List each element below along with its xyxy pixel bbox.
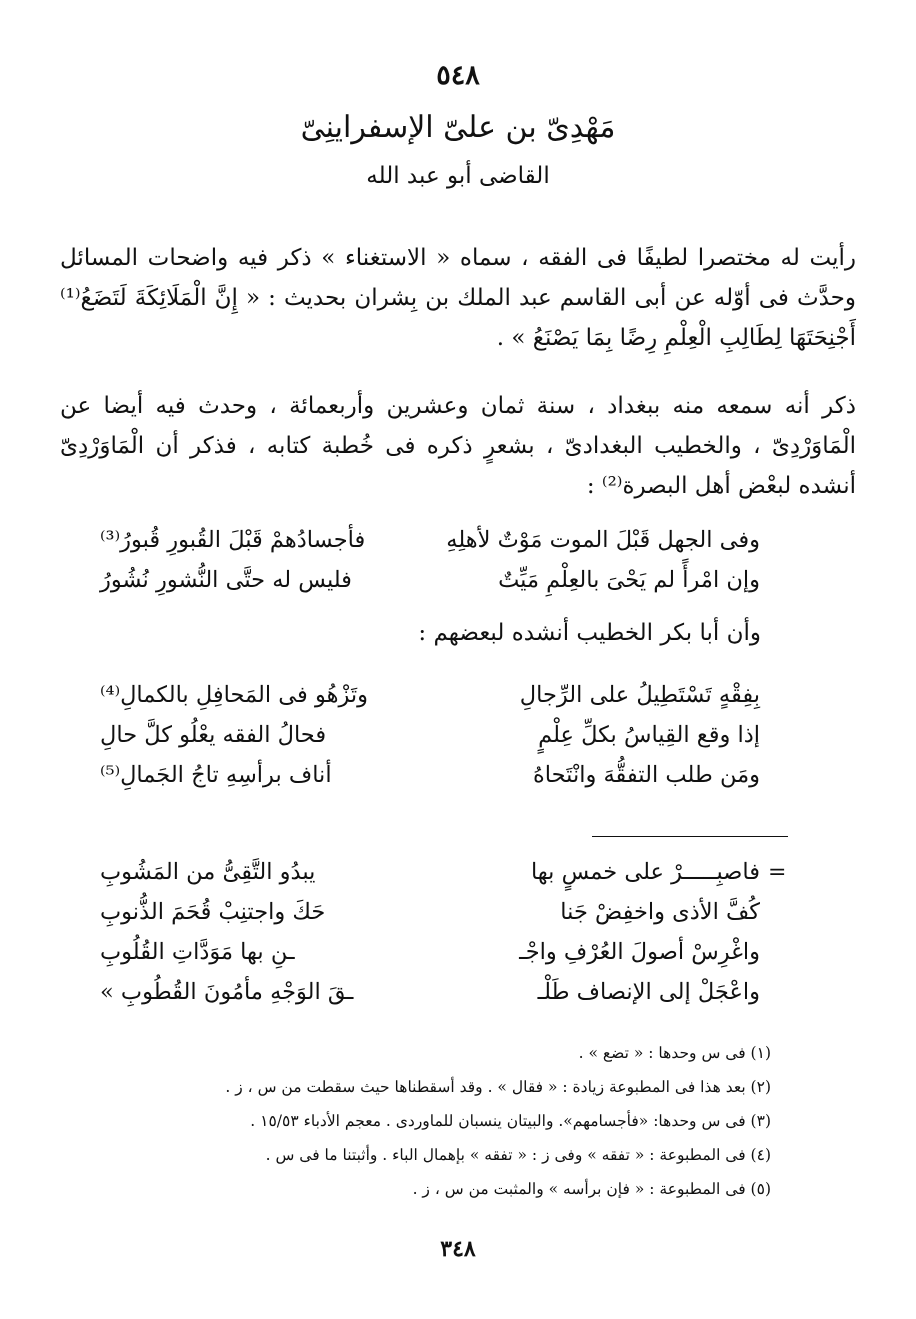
poem-2 [100, 675, 760, 795]
verse-line [100, 755, 760, 795]
verse-first-hemistich: وفى الجهل قَبْلَ الموت مَوْتٌ لأهلِهِ [446, 527, 760, 553]
footnote-5: (٥) فى المطبوعة : « فإن برأسه » والمثبت من س ، ز . [412, 1180, 771, 1198]
verse-second-hemistich: فحالُ الفقه يعْلُو كلَّ حالِ [100, 722, 327, 748]
verse-line [100, 892, 760, 932]
verse-second-hemistich: فأجسادُهمْ قَبْلَ القُبورِ قُبورُ⁽³⁾ [100, 527, 366, 553]
verse-first-hemistich: بِفِقْهٍ تَسْتَطِيلُ على الرِّجالِ [519, 682, 760, 708]
verse-second-hemistich: يبدُو التَّقِىُّ من المَشُوبِ [100, 859, 316, 885]
verse-first-hemistich: واغْرِسْ أصولَ العُرْفِ واجْـ [519, 939, 760, 965]
verse-second-hemistich: فليس له حتَّى النُّشورِ نُشُورُ [100, 567, 352, 593]
poem-1 [100, 520, 760, 600]
footnote-2: (٢) بعد هذا فى المطبوعة زيادة : « فقال » . وقد أسقطناها حيث سقطت من س ، ز . [225, 1078, 771, 1096]
verse-line [100, 932, 760, 972]
verse-line [100, 715, 760, 755]
verse-first-hemistich: فاصبِـــــرْ على خمسٍ بها [530, 859, 760, 885]
verse-line [100, 675, 760, 715]
verse-second-hemistich: ـقَ الوَجْهِ مأمُونَ القُطُوبِ » [100, 979, 354, 1005]
verse-first-hemistich: كُفَّ الأذى واخفِضْ جَنا [560, 899, 760, 925]
footnote-3: (٣) فى س وحدها: «فأجسامهم». والبيتان ينسبان للماوردى . معجم الأدباء ١٥/٥٣ . [250, 1112, 771, 1130]
verse-first-hemistich: واعْجَلْ إلى الإنصاف طَلْـ [537, 979, 760, 1005]
verse-line [100, 560, 760, 600]
entry-name: مَهْدِىّ بن علىّ الإسفراينِىّ [300, 110, 616, 145]
paragraph-1: رأيت له مختصرا لطيفًا فى الفقه ، سماه « الاستغناء » ذكر فيه واضحات المسائل وحدَّث فى أوّله عن أبى القاسم عبد الملك بن بِشران بحديث : « إِنَّ الْمَلَائِكَةَ لَتَضَعُ⁽¹⁾ أَجْنِحَتَهَا لِطَالِبِ الْعِلْمِ رِضًا بِمَا يَصْنَعُ » . [60, 245, 856, 351]
footnote-separator [592, 836, 788, 837]
verse-second-hemistich: وتَزْهُو فى المَحافِلِ بالكمالِ⁽⁴⁾ [100, 682, 368, 708]
verse-first-hemistich: ومَن طلب التفقُّهَ وانْتَحاهُ [532, 762, 760, 788]
poem-3-continued [100, 852, 760, 1012]
verse-line [100, 520, 760, 560]
verse-line [100, 852, 760, 892]
verse-line [100, 972, 760, 1012]
verse-first-hemistich: إذا وقع القِياسُ بكلِّ عِلْمٍ [538, 722, 760, 748]
verse-first-hemistich: وإن امْرأً لم يَحْىَ بالعِلْمِ مَيِّتٌ [498, 567, 760, 593]
entry-title: القاضى أبو عبد الله [366, 163, 550, 189]
entry-number: ٥٤٨ [436, 60, 480, 91]
continuation-mark: = [768, 860, 787, 885]
footnote-1: (١) فى س وحدها : « تضع » . [578, 1044, 771, 1062]
poem-2-intro: وأن أبا بكر الخطيب أنشده لبعضهم : [418, 620, 761, 646]
footnotes [121, 1036, 771, 1206]
verse-second-hemistich: حَكَ واجتنِبْ قُحَمَ الذُّنوبِ [100, 899, 326, 925]
paragraph-2: ذكر أنه سمعه منه ببغداد ، سنة ثمان وعشرين وأربعمائة ، وحدث فيه أيضا عن الْمَاوَرْدِىّ ، والخطيب البغدادىّ ، بشعرٍ ذكره فى خُطبة كتابه ، فذكر أن الْمَاوَرْدِىّ أنشده لبعْض أهل البصرة⁽²⁾ : [60, 393, 856, 499]
verse-second-hemistich: ـنِ بها مَوَدَّاتِ القُلُوبِ [100, 939, 295, 965]
verse-second-hemistich: أناف برأسِهِ تاجُ الجَمالِ⁽⁵⁾ [100, 762, 332, 788]
footnote-4: (٤) فى المطبوعة : « تفقه » وفى ز : « تفقه » بإهمال الباء . وأثبتنا ما فى س . [265, 1146, 771, 1164]
page-number: ٣٤٨ [440, 1236, 476, 1262]
